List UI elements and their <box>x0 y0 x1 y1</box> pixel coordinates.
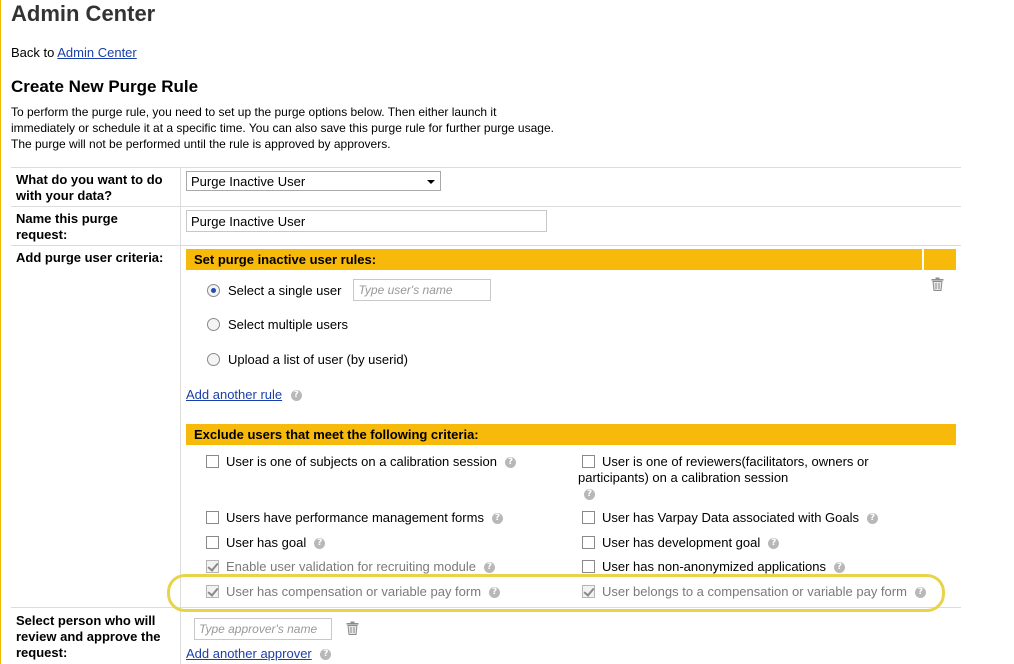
action-select-value: Purge Inactive User <box>191 174 306 189</box>
checkbox-label: User has non-anonymized applications <box>602 559 827 574</box>
exclude-recruiting-validation <box>206 559 495 575</box>
checkbox-label: User has compensation or variable pay form <box>226 584 482 599</box>
criteria-label: Add purge user criteria: <box>16 250 164 265</box>
delete-rule-trash-icon[interactable] <box>931 277 943 291</box>
checkbox[interactable] <box>582 455 595 468</box>
help-icon[interactable]: ? <box>484 562 495 573</box>
action-select[interactable] <box>186 171 441 191</box>
admin-center-link[interactable]: Admin Center <box>57 45 137 60</box>
action-label: What do you want to do with your data? <box>16 172 163 203</box>
help-icon[interactable]: ? <box>584 489 595 500</box>
radio-single-user[interactable] <box>207 279 491 301</box>
checkbox-label: Users have performance management forms <box>226 510 484 525</box>
help-icon[interactable]: ? <box>320 649 331 660</box>
radio-label: Select multiple users <box>228 317 348 332</box>
row-divider <box>11 245 961 246</box>
help-icon[interactable]: ? <box>867 513 878 524</box>
checkbox[interactable] <box>582 536 595 549</box>
radio-upload-list[interactable] <box>207 352 408 367</box>
exclude-calibration-subject[interactable] <box>206 454 516 470</box>
radio-label: Upload a list of user (by userid) <box>228 352 408 367</box>
row-divider <box>11 167 961 168</box>
purge-name-input[interactable]: Purge Inactive User <box>186 210 547 232</box>
exclude-user-goal[interactable] <box>206 535 325 551</box>
page-title: Create New Purge Rule <box>11 77 199 96</box>
delete-approver-trash-icon[interactable] <box>346 621 358 635</box>
exclude-varpay-goals[interactable] <box>582 510 878 526</box>
rules-header: Set purge inactive user rules: <box>186 249 922 270</box>
checkbox[interactable] <box>206 511 219 524</box>
radio-label: Select a single user <box>228 282 342 298</box>
intro-line: immediately or schedule it at a specific time. You can also save this purge rule for further purge usage. <box>11 121 554 135</box>
add-another-rule-link[interactable]: Add another rule <box>186 387 283 402</box>
checkbox-label: User is one of subjects on a calibration session <box>226 454 497 469</box>
highlight-outline <box>167 574 945 612</box>
radio-button[interactable] <box>207 318 220 331</box>
help-icon[interactable]: ? <box>505 457 516 468</box>
back-row <box>11 45 137 60</box>
checkbox-label: User is one of reviewers(facilitators, owners or <box>602 454 869 469</box>
help-icon[interactable]: ? <box>489 587 500 598</box>
checkbox[interactable] <box>206 455 219 468</box>
approver-label: Select person who will review and approve the request: <box>16 613 161 660</box>
app-title: Admin Center <box>11 1 156 26</box>
checkbox-label: User has development goal <box>602 535 761 550</box>
add-rule-row <box>186 387 302 402</box>
help-icon[interactable]: ? <box>834 562 845 573</box>
checkbox-label: User has goal <box>226 535 307 550</box>
name-label: Name this purge request: <box>16 211 118 242</box>
exclude-calibration-reviewer[interactable] <box>578 454 898 502</box>
intro-text <box>11 104 631 152</box>
row-divider <box>11 206 961 207</box>
help-icon[interactable]: ? <box>915 587 926 598</box>
intro-line: The purge will not be performed until the rule is approved by approvers. <box>11 137 391 151</box>
left-accent-rule <box>0 0 1 664</box>
checkbox-label: Enable user validation for recruiting module <box>226 559 477 574</box>
checkbox[interactable] <box>206 536 219 549</box>
radio-multiple-users[interactable] <box>207 317 348 332</box>
exclude-performance-forms[interactable] <box>206 510 503 526</box>
checkbox-label: participants) on a calibration session <box>578 470 789 485</box>
radio-button[interactable] <box>207 284 220 297</box>
checkbox-label: User belongs to a compensation or variable pay form <box>602 584 907 599</box>
help-icon[interactable]: ? <box>314 538 325 549</box>
back-prefix: Back to <box>11 45 55 60</box>
checkbox[interactable] <box>582 560 595 573</box>
add-another-approver-link[interactable]: Add another approver <box>186 646 312 661</box>
help-icon[interactable]: ? <box>291 390 302 401</box>
checkbox[interactable] <box>582 511 595 524</box>
exclude-development-goal[interactable] <box>582 535 779 551</box>
help-icon[interactable]: ? <box>768 538 779 549</box>
approver-input[interactable]: Type approver's name <box>194 618 332 640</box>
chevron-down-icon <box>427 180 435 184</box>
single-user-input[interactable]: Type user's name <box>353 279 491 301</box>
rules-header-cap <box>924 249 956 270</box>
add-approver-row <box>186 646 331 661</box>
intro-line: To perform the purge rule, you need to set up the purge options below. Then either launch it <box>11 105 497 119</box>
checkbox-label: User has Varpay Data associated with Goals <box>602 510 859 525</box>
help-icon[interactable]: ? <box>492 513 503 524</box>
exclude-non-anonymized[interactable] <box>582 559 845 575</box>
radio-button[interactable] <box>207 353 220 366</box>
exclude-header: Exclude users that meet the following criteria: <box>186 424 956 445</box>
checkbox <box>206 560 219 573</box>
